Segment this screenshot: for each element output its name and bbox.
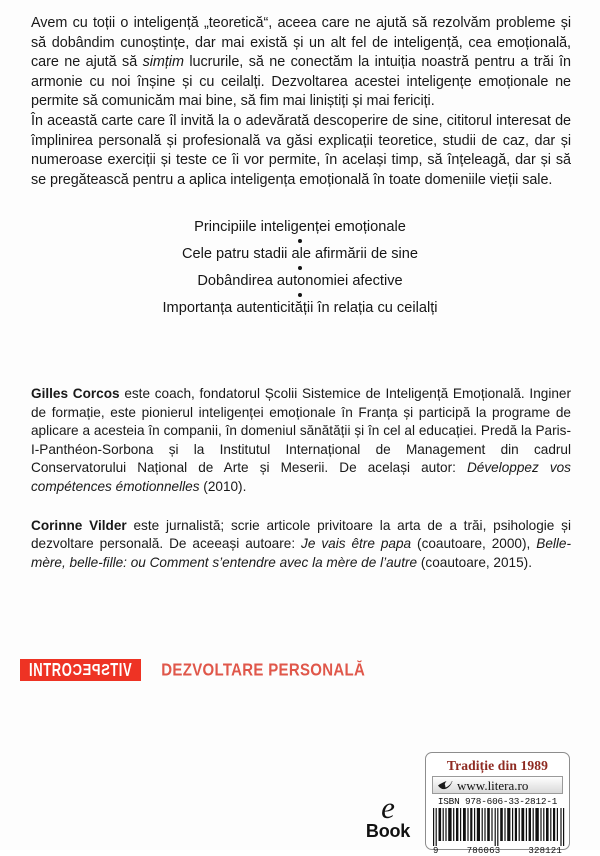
topic-separator-dot [298,293,302,297]
imprint-logo-introspectiv [20,659,141,681]
imprint-logo-text [29,659,133,680]
ean-group-2: 328121 [528,846,562,856]
topic-item: Dobândirea autonomiei afective [197,273,403,289]
blurb-paragraph-1-post: lucrurile, să ne conectăm la intuiția noastră pentru a trăi în armonie cu noi înșine și cu ceilalți. Dezvoltarea acestei inteligențe emoționale ne permite să comunicăm mai bine, să fim mai liniștiți și mai fericiți. [31,54,571,110]
topic-item: Cele patru stadii ale afirmării de sine [181,246,419,262]
author-bio-text-mid: (coautoare, 2000), [411,536,537,552]
author-bio-text-post: (coautoare, 2015). [417,554,532,570]
blurb-paragraph-1 [31,14,571,112]
author-work-title: Belle-mère, belle-fille: ou Comment s’entendre avec la mère de l’autre [31,536,572,570]
imprint-logo-text-part3: TIV [110,659,133,680]
publisher-website-url: www.litera.ro [457,777,529,793]
topic-item: Principiile inteligenței emoționale [194,219,406,235]
publisher-website-row[interactable] [432,776,563,794]
topic-item: Importanța autenticității în relația cu ceilalți [162,300,438,316]
author-bio-gilles-corcos [31,385,571,497]
topic-separator-dot [298,239,302,243]
topic-list [0,218,600,317]
author-bio-text-pre: este coach, fondatorul Școlii Sistemice de Inteligență Emoțională. Inginer de formație, este pionierul inteligenței emoționale în Franța și participă la programe de aplicare a acesteia în companii, în domeniul sănătății și în cel al educației. Predă la Paris-I-Panthéon-Sorbona și la Institutul Internațional de Management din cadrul Conservatorului Național de Arte și Meserii. De același autor: [31,386,571,476]
imprint-logo-text-part1: INTRO [29,659,73,680]
publisher-tradition-line: Tradiție din 1989 [446,758,549,773]
publisher-barcode-panel [425,752,570,856]
imprint-category-label: DEZVOLTARE PERSONALĂ [161,660,366,680]
author-bio-corinne-vilder [31,517,571,573]
ebook-logo [358,790,418,841]
ean-left-digit: 9 [433,846,439,856]
ebook-logo-e-glyph: e [381,790,395,825]
imprint-logo-text-mirrored: SPEC [72,660,111,679]
ean-digit-row [432,846,563,856]
blurb-paragraph-2: În această carte care îl invită la o adevărată descoperire de sine, cititorul interesat de împlinirea personală și profesională va găsi explicații teoretice, studii de caz, dar și numeroase exerciții și teste ce îi vor permite, în același timp, să înțeleagă, dar și să se pregătească pentru a aplica inteligența emoțională în toate domeniile vieții sale. [31,112,571,188]
author-name: Corinne Vilder [31,517,127,533]
ean-group-1: 786063 [466,846,501,856]
author-bio-text-post: (2010). [199,478,247,494]
author-bios [31,385,571,572]
imprint-strip [20,659,365,681]
topic-separator-dot [298,266,302,270]
author-work-title: Développez vos compétences émotionnelles [31,460,571,494]
ean13-barcode [432,808,565,846]
blurb-paragraph-1-emphasis: simțim [142,54,184,71]
author-work-title: Je vais être papa [301,536,412,552]
dove-icon [437,779,454,791]
blurb-paragraph-1-pre: Avem cu toții o inteligență „teoretică“, aceea care ne ajută să rezolvăm probleme și să dobândim cunoștințe, dar mai există și un alt fel de inteligență, cea emoțională, care ne ajută să [31,15,571,71]
author-bio-text-pre: este jurnalistă; scrie articole privitoare la arta de a trăi, psihologie și dezvoltare personală. De aceeași autoare: [31,517,571,552]
blurb-block [31,14,571,190]
author-name: Gilles Corcos [31,386,120,401]
isbn-text: ISBN 978-606-33-2812-1 [437,796,558,807]
ebook-logo-word: Book [365,821,411,841]
